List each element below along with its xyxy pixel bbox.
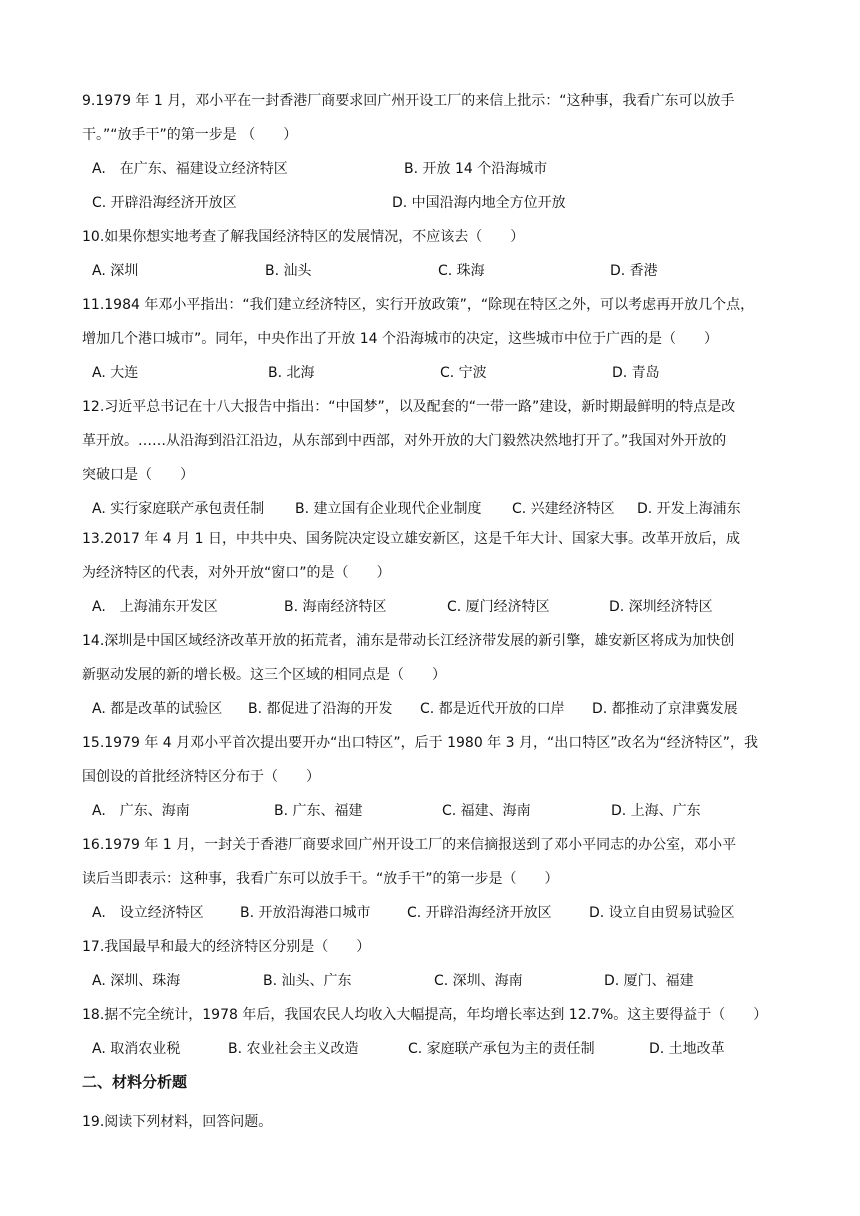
option-c: C. 深圳、海南 xyxy=(434,973,523,989)
option-b: B. 北海 xyxy=(268,365,315,381)
option-b: B. 建立国有企业现代企业制度 xyxy=(295,501,482,517)
option-d: D. 深圳经济特区 xyxy=(609,599,713,615)
question-stem-line: 干。”“放手干”的第一步是 （ ） xyxy=(82,127,298,143)
question-stem-line: 18.据不完全统计，1978 年后，我国农民人均收入大幅提高，年均增长率达到 12.7%。这主要得益于（ ） xyxy=(82,1007,768,1023)
option-b: B. 广东、福建 xyxy=(274,803,363,819)
option-a: A. 在广东、福建设立经济特区 xyxy=(92,161,288,177)
option-a: A. 上海浦东开发区 xyxy=(92,599,218,615)
question-14 xyxy=(82,624,782,726)
option-d: D. 香港 xyxy=(610,263,658,279)
option-b: B. 汕头 xyxy=(265,263,312,279)
question-stem-line: 为经济特区的代表，对外开放“窗口”的是（ ） xyxy=(82,565,391,581)
option-d: D. 土地改革 xyxy=(649,1041,725,1057)
option-b: B. 开放 14 个沿海城市 xyxy=(404,161,548,177)
option-d: D. 开发上海浦东 xyxy=(637,501,741,517)
question-stem-line: 16.1979 年 1 月，一封关于香港厂商要求回广州开设工厂的来信摘报送到了邓小平同志的办公室，邓小平 xyxy=(82,837,737,853)
option-row xyxy=(82,356,782,390)
option-a: A. 设立经济特区 xyxy=(92,905,204,921)
option-d: D. 都推动了京津冀发展 xyxy=(592,701,738,717)
option-row xyxy=(82,794,782,828)
option-row xyxy=(82,254,782,288)
question-16 xyxy=(82,828,782,930)
question-19-stem: 19.阅读下列材料，回答问题。 xyxy=(82,1114,273,1130)
question-12 xyxy=(82,390,782,526)
option-row xyxy=(82,492,782,526)
question-stem-line: 12.习近平总书记在十八大报告中指出：“中国梦”，以及配套的“一带一路”建设，新时期最鲜明的特点是改 xyxy=(82,399,736,415)
option-c: C. 都是近代开放的口岸 xyxy=(420,701,565,717)
option-a: A. 实行家庭联产承包责任制 xyxy=(92,501,265,517)
question-stem-line: 13.2017 年 4 月 1 日，中共中央、国务院决定设立雄安新区，这是千年大计、国家大事。改革开放后，成 xyxy=(82,531,740,547)
option-a: A. 深圳、珠海 xyxy=(92,973,181,989)
question-stem-line: 11.1984 年邓小平指出：“我们建立经济特区，实行开放政策”，“除现在特区之外，可以考虑再开放几个点， xyxy=(82,297,755,313)
question-stem-line: 增加几个港口城市”。同年，中央作出了开放 14 个沿海城市的决定，这些城市中位于广西的是（ ） xyxy=(82,331,718,347)
option-a: A. 深圳 xyxy=(92,263,139,279)
section-title: 二、材料分析题 xyxy=(82,1073,188,1091)
option-d: D. 上海、广东 xyxy=(611,803,701,819)
option-c: C. 珠海 xyxy=(438,263,485,279)
option-b: B. 海南经济特区 xyxy=(284,599,387,615)
question-stem-line: 革开放。……从沿海到沿江沿边，从东部到中西部，对外开放的大门毅然决然地打开了。”我国对外开放的 xyxy=(82,433,727,449)
question-stem-line: 9.1979 年 1 月，邓小平在一封香港厂商要求回广州开设工厂的来信上批示：“这种事，我看广东可以放手 xyxy=(82,93,735,109)
question-stem-line: 突破口是（ ） xyxy=(82,467,194,483)
option-c: C. 厦门经济特区 xyxy=(447,599,550,615)
option-c: C. 开辟沿海经济开放区 xyxy=(407,905,552,921)
option-d: D. 中国沿海内地全方位开放 xyxy=(392,195,566,211)
question-stem-line: 10.如果你想实地考查了解我国经济特区的发展情况，不应该去（ ） xyxy=(82,229,525,245)
option-d: D. 厦门、福建 xyxy=(604,973,694,989)
option-d: D. 设立自由贸易试验区 xyxy=(589,905,735,921)
option-c: C. 兴建经济特区 xyxy=(512,501,615,517)
question-11 xyxy=(82,288,782,390)
question-stem-line: 15.1979 年 4 月邓小平首次提出要开办“出口特区”，后于 1980 年 3 月，“出口特区”改名为“经济特区”，我 xyxy=(82,735,759,751)
question-stem-line: 14.深圳是中国区域经济改革开放的拓荒者，浦东是带动长江经济带发展的新引擎，雄安新区将成为加快创 xyxy=(82,633,735,649)
question-15 xyxy=(82,726,782,828)
option-b: B. 都促进了沿海的开发 xyxy=(248,701,393,717)
question-stem-line: 国创设的首批经济特区分布于（ ） xyxy=(82,769,320,785)
question-stem-line: 新驱动发展的新的增长极。这三个区域的相同点是（ ） xyxy=(82,667,446,683)
question-stem-line: 17.我国最早和最大的经济特区分别是（ ） xyxy=(82,939,371,955)
option-a: A. 广东、海南 xyxy=(92,803,190,819)
option-c: C. 家庭联产承包为主的责任制 xyxy=(408,1041,595,1057)
option-b: B. 农业社会主义改造 xyxy=(228,1041,359,1057)
option-row xyxy=(82,186,782,220)
option-row xyxy=(82,1032,782,1066)
option-b: B. 开放沿海港口城市 xyxy=(240,905,371,921)
option-a: A. 大连 xyxy=(92,365,139,381)
option-a: A. 取消农业税 xyxy=(92,1041,181,1057)
option-row xyxy=(82,692,782,726)
question-9 xyxy=(82,84,782,220)
question-10 xyxy=(82,220,782,288)
question-17 xyxy=(82,930,782,998)
option-c: C. 宁波 xyxy=(440,365,487,381)
option-b: B. 汕头、广东 xyxy=(263,973,352,989)
option-row xyxy=(82,896,782,930)
question-13 xyxy=(82,522,782,624)
option-row xyxy=(82,152,782,186)
question-stem-line: 读后当即表示：这种事，我看广东可以放手干。“放手干”的第一步是（ ） xyxy=(82,871,559,887)
option-c: C. 开辟沿海经济开放区 xyxy=(92,195,237,211)
option-row xyxy=(82,590,782,624)
option-a: A. 都是改革的试验区 xyxy=(92,701,223,717)
option-c: C. 福建、海南 xyxy=(442,803,531,819)
option-row xyxy=(82,964,782,998)
option-d: D. 青岛 xyxy=(612,365,660,381)
question-18 xyxy=(82,998,782,1066)
